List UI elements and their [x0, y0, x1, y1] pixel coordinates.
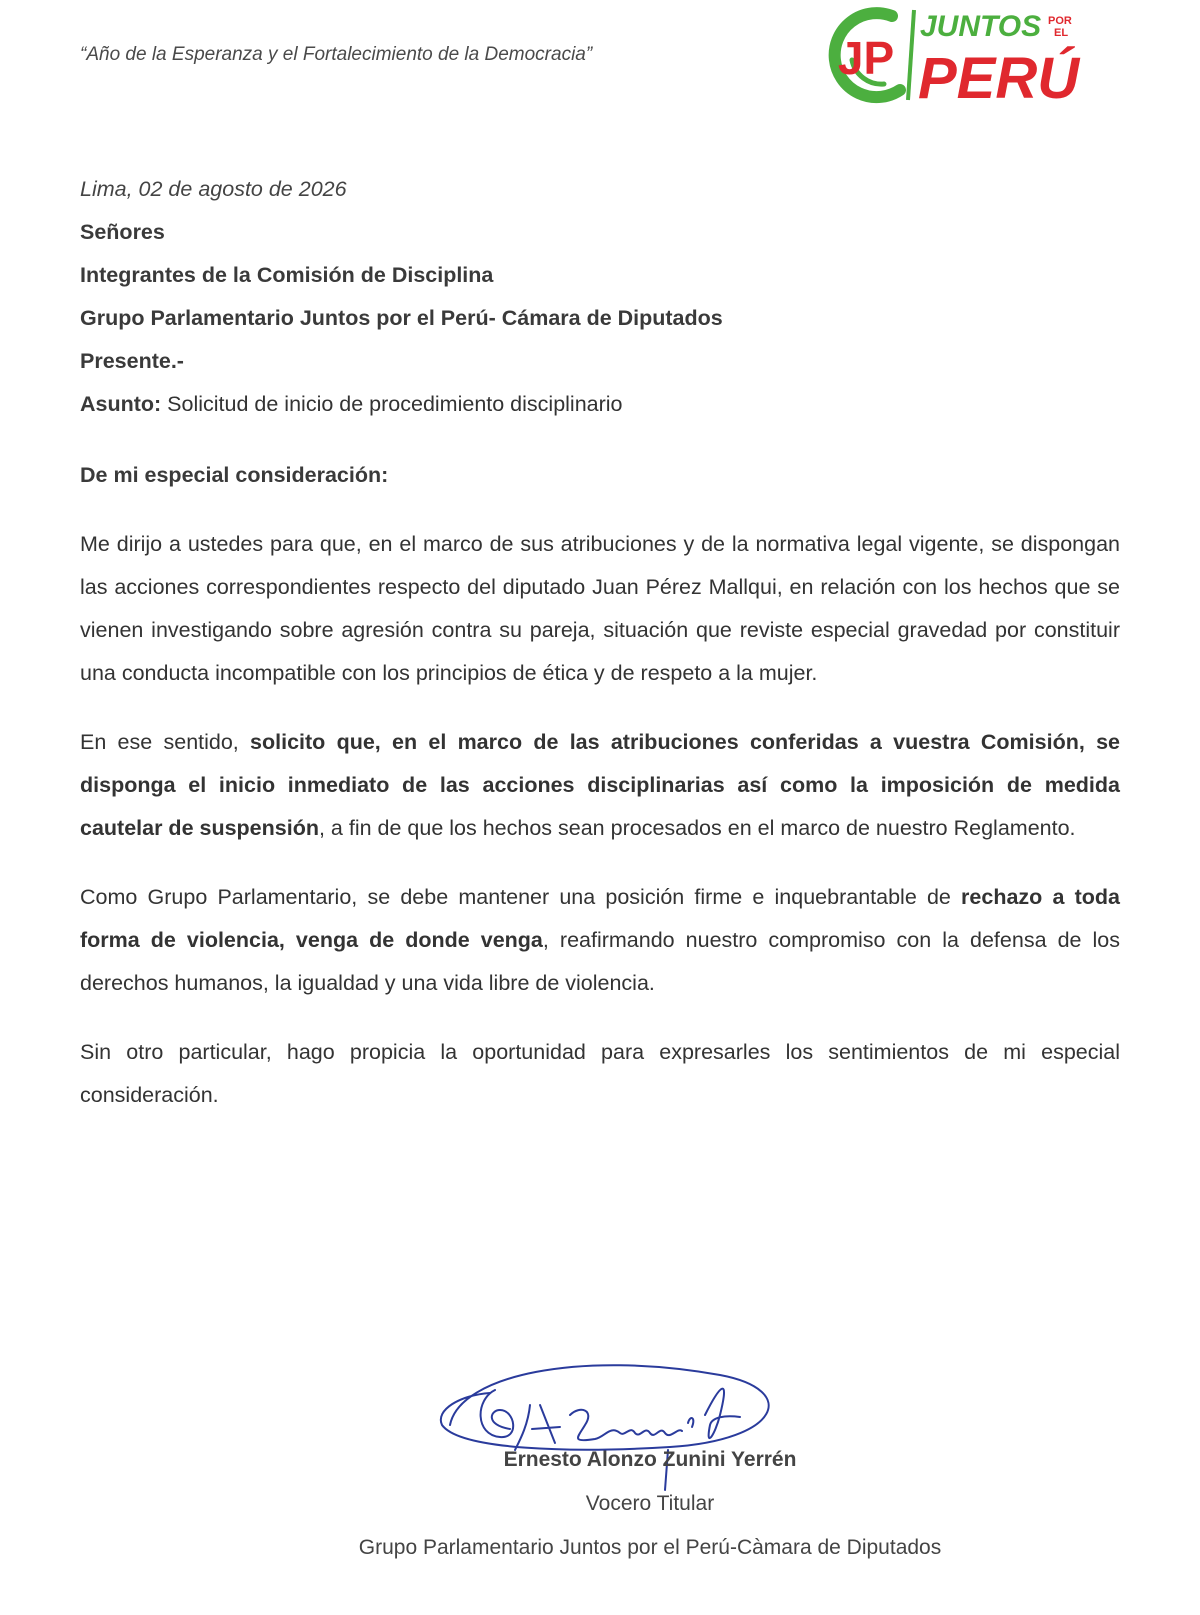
party-logo [822, 2, 1122, 108]
logo-juntos: JUNTOS [920, 10, 1042, 43]
paragraph-3-end: , reafirmando nuestro compromiso con la defensa de los derechos humanos, la igualdad y una vida libre de violencia. [80, 928, 1121, 995]
greeting: De mi especial consideración: [80, 463, 389, 487]
paragraph-3 [80, 876, 1120, 1005]
recipient-line-2: Integrantes de la Comisión de Disciplina [80, 263, 494, 287]
letter-date: Lima, 02 de agosto de 2026 [80, 177, 347, 201]
logo-por: POR [1048, 15, 1072, 27]
recipient-line-1: Señores [80, 220, 165, 244]
paragraph-2-start: En ese sentido, [80, 730, 251, 754]
paragraph-2 [80, 721, 1120, 850]
paragraph-2-end: , a fin de que los hechos sean procesados en el marco de nuestro Reglamento. [318, 816, 1076, 840]
logo-peru: PERÚ [918, 46, 1080, 108]
recipient-line-3: Grupo Parlamentario Juntos por el Perú- Cámara de Diputados [80, 306, 723, 330]
paragraph-1: Me dirijo a ustedes para que, en el marco de sus atribuciones y de la normativa legal vigente, se dispongan las acciones correspondientes respecto del diputado Juan Pérez Mallqui, en relación con los hechos que se vienen investigando sobre agresión contra su pareja, situación que reviste especial gravedad por constituir una conducta incompatible con los principios de ética y de respeto a la mujer. [80, 532, 1120, 685]
paragraph-2-bold: solicito que, en el marco de las atribuciones conferidas a vuestra Comisión, se disponga el inicio inmediato de las acciones disciplinarias así como la imposición de medida cautelar de suspensión [80, 730, 1120, 840]
logo-el: EL [1054, 27, 1069, 39]
signatory-role: Vocero Titular [585, 1492, 715, 1515]
subject-label: Asunto: [80, 392, 162, 416]
signatory-organization: Grupo Parlamentario Juntos por el Perú-Càmara de Diputados [358, 1536, 942, 1559]
signatory-name: Ernesto Alonzo Zunini Yerrén [503, 1448, 797, 1471]
paragraph-4: Sin otro particular, hago propicia la oportunidad para expresarles los sentimientos de mi especial consideración. [80, 1040, 1120, 1107]
handwritten-signature [420, 1355, 820, 1495]
paragraph-3-bold: rechazo a toda forma de violencia, venga de donde venga [80, 885, 1120, 952]
year-motto: “Año de la Esperanza y el Fortalecimiento de la Democracia” [80, 44, 593, 65]
recipient-line-4: Presente.- [80, 349, 184, 373]
logo-monogram: JP [837, 32, 895, 84]
subject-text: Solicitud de inicio de procedimiento disciplinario [161, 392, 623, 416]
paragraph-3-start: Como Grupo Parlamentario, se debe mantener una posición firme e inquebrantable de [80, 885, 962, 909]
letter-body [80, 168, 1120, 1117]
subject-line [80, 383, 1120, 426]
